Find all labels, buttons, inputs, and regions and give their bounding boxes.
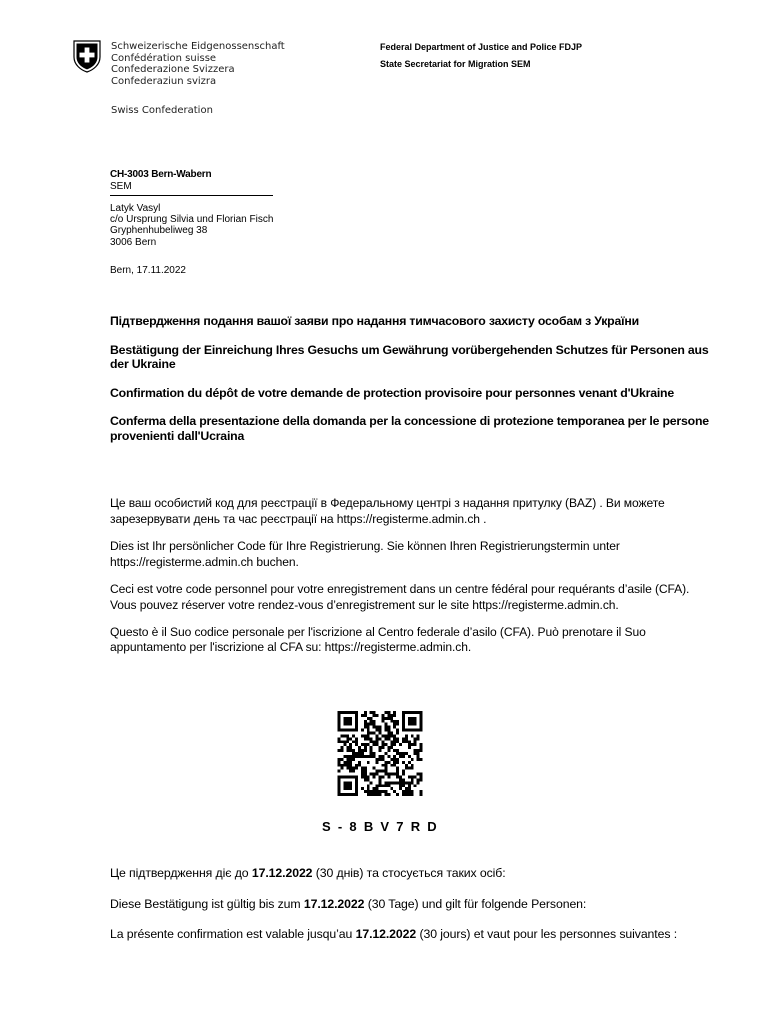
validity-fr: La présente confirmation est valable jusqu’au 17.12.2022 (30 jours) et vaut pour les personnes suivantes :	[110, 927, 678, 942]
recipient-address	[110, 203, 273, 248]
registration-code: S-8BV7RD	[322, 819, 444, 834]
validity-date: 17.12.2022	[303, 896, 365, 911]
paragraph-fr: Ceci est votre code personnel pour votre enregistrement dans un centre fédéral pour requérants d’asile (CFA). Vous pouvez réserver votre rendez-vous d’enregistrement sur le site https://registerme.admin.ch.	[110, 581, 690, 612]
confederation-name-it: Confederazione Svizzera	[111, 64, 235, 75]
paragraph-de: Dies ist Ihr persönlicher Code für Ihre Registrierung. Sie können Ihren Registrierungstermin unter https://registerme.admin.ch buchen.	[110, 538, 620, 569]
title-fr: Confirmation du dépôt de votre demande de protection provisoire pour personnes venant d'Ukraine	[110, 385, 675, 400]
confederation-name-de: Schweizerische Eidgenossenschaft	[111, 41, 285, 52]
title-de: Bestätigung der Einreichung Ihres Gesuchs um Gewährung vorübergehenden Schutzes für Personen aus der Ukraine	[110, 342, 709, 371]
validity-date: 17.12.2022	[251, 866, 313, 880]
confederation-names	[111, 41, 285, 87]
confederation-name-rm: Confederaziun svizra	[111, 75, 217, 87]
sender-sub: SEM	[110, 181, 132, 192]
confederation-name-fr: Confédération suisse	[111, 52, 217, 64]
secretariat-name: State Secretariat for Migration SEM	[380, 59, 531, 69]
title-it: Conferma della presentazione della domanda per la concessione di protezione temporanea per le persone provenienti dall'Ucraina	[110, 414, 709, 443]
validity-de: Diese Bestätigung ist gültig bis zum 17.12.2022 (30 Tage) und gilt für folgende Personen:	[110, 896, 587, 911]
recipient-name: Latyk Vasyl	[110, 203, 161, 214]
paragraph-it: Questo è il Suo codice personale per l'iscrizione al Centro federale d’asilo (CFA). Può prenotare il Suo appuntamento per l'iscrizione al CFA su: https://registerme.admin.ch.	[110, 624, 646, 655]
sender-divider	[110, 195, 273, 196]
department-name: Federal Department of Justice and Police FDJP	[380, 42, 583, 52]
validity-date: 17.12.2022	[355, 927, 417, 942]
swiss-cross-shield-icon	[72, 39, 102, 73]
paragraph-uk: Це ваш особистий код для реєстрації в Федеральному центрі з надання притулку (BAZ) . Ви можете зарезервувати день та час реєстрації на https://registerme.admin.ch .	[110, 496, 665, 526]
title-uk: Підтвердження подання вашої заяви про надання тимчасового захисту особам з України	[110, 314, 639, 328]
recipient-street: Gryphenhubeliweg 38	[110, 225, 208, 237]
validity-statements	[110, 866, 710, 958]
qr-code-icon	[336, 711, 424, 796]
swiss-confederation-label: Swiss Confederation	[111, 105, 213, 116]
validity-uk: Це підтвердження діє до 17.12.2022 (30 днів) та стосується таких осіб:	[110, 866, 506, 880]
recipient-care-of: c/o Ursprung Silvia und Florian Fisch	[110, 214, 274, 226]
sender-address: CH-3003 Bern-Wabern	[110, 169, 212, 180]
letter-body	[110, 496, 710, 668]
letter-date: Bern, 17.11.2022	[110, 265, 186, 276]
letter-titles	[110, 314, 710, 457]
recipient-city: 3006 Bern	[110, 236, 157, 248]
